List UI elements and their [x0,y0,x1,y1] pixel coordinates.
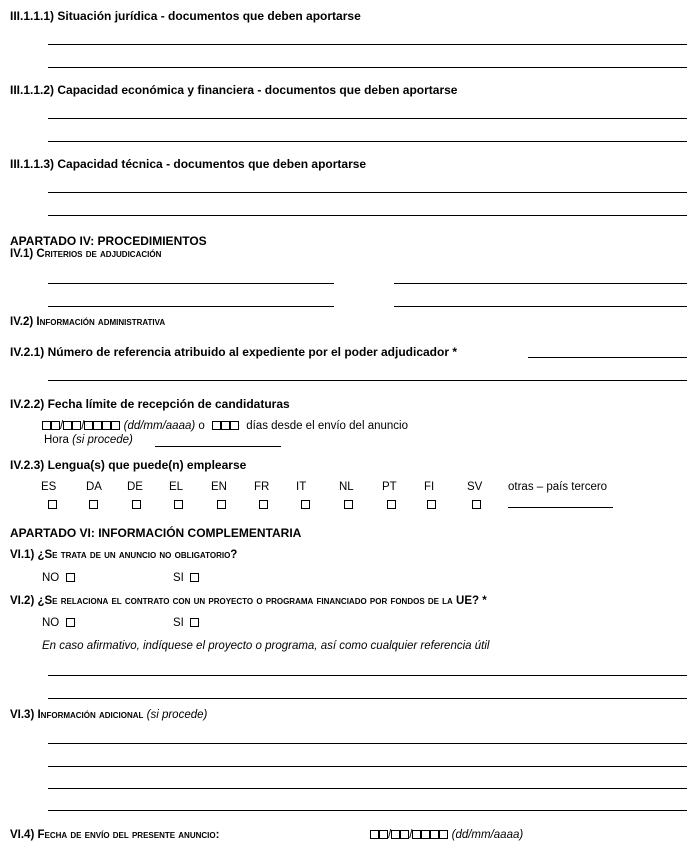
answer-line[interactable] [48,675,687,676]
lang-checkbox[interactable] [132,496,141,514]
lang-checkbox[interactable] [344,496,353,514]
vi1-heading: VI.1) ¿Se trata de un anuncio no obligatorio? [10,549,238,561]
lang-label: NL [339,481,354,493]
lang-checkbox[interactable] [427,496,436,514]
section-heading-iii113: III.1.1.3) Capacidad técnica - documentos que deben aportarse [10,157,367,171]
date-field[interactable]: / / [42,420,120,432]
lang-other-label: otras – país tercero [508,481,608,493]
answer-line[interactable] [48,698,687,699]
lang-checkbox[interactable] [472,496,481,514]
hora-note: (si procede) [72,434,133,446]
days-field[interactable] [212,420,239,432]
iv1-heading: IV.1) Criterios de adjudicación [10,248,162,260]
lang-label: SV [467,481,483,493]
lang-checkbox[interactable] [89,496,98,514]
lang-label: PT [382,481,397,493]
reference-number-field[interactable] [528,357,687,358]
answer-line[interactable] [48,141,687,142]
lang-label: EL [169,481,184,493]
answer-line[interactable] [48,810,687,811]
answer-line[interactable] [48,283,334,284]
vi1-no-option[interactable] [42,572,75,584]
no-label: NO [42,617,60,629]
apartado-iv-heading: APARTADO IV: PROCEDIMIENTOS [10,234,207,248]
no-label: NO [42,572,60,584]
vi1-si-option[interactable] [173,572,199,584]
answer-line[interactable] [48,788,687,789]
lang-checkbox[interactable] [217,496,226,514]
answer-line[interactable] [48,192,687,193]
answer-line[interactable] [48,380,687,381]
hora-label: Hora [44,434,69,446]
hora-field[interactable] [155,446,281,447]
vi3-note: (si procede) [146,709,208,721]
si-checkbox[interactable] [190,618,199,627]
lang-label: DA [86,481,102,493]
iv22-heading: IV.2.2) Fecha límite de recepción de candidaturas [10,397,290,411]
apartado-vi-heading: APARTADO VI: INFORMACIÓN COMPLEMENTARIA [10,526,302,540]
vi3-heading: VI.3) Información adicional [10,709,144,721]
days-label: días desde el envío del anuncio [246,420,408,432]
section-heading-iii111: III.1.1.1) Situación jurídica - documentos que deben aportarse [10,9,361,23]
answer-line[interactable] [48,118,687,119]
lang-checkbox[interactable] [387,496,396,514]
answer-line[interactable] [48,743,687,744]
no-checkbox[interactable] [66,618,75,627]
si-label: SI [173,617,184,629]
lang-checkbox[interactable] [174,496,183,514]
answer-line[interactable] [48,306,334,307]
iv21-heading: IV.2.1) Número de referencia atribuido al expediente por el poder adjudicador * [10,345,458,359]
lang-label: DE [127,481,143,493]
lang-checkbox[interactable] [301,496,310,514]
iv2-heading: IV.2) Información administrativa [10,316,166,328]
lang-other-field[interactable] [508,507,613,508]
vi2-heading: VI.2) ¿Se relaciona el contrato con un proyecto o programa financiado por fondos de la UE? * [10,595,487,607]
lang-checkbox[interactable] [48,496,57,514]
answer-line[interactable] [48,215,687,216]
hora-row [44,434,133,446]
lang-label: IT [296,481,307,493]
lang-label: ES [41,481,57,493]
vi3-heading-row [10,709,207,721]
vi2-note: En caso afirmativo, indíquese el proyecto o programa, así como cualquier referencia útil [42,640,490,652]
date-field[interactable]: / / [370,829,448,841]
answer-line[interactable] [394,306,687,307]
or-label: o [198,420,205,432]
vi2-no-option[interactable] [42,617,75,629]
vi4-date-row [370,829,523,841]
answer-line[interactable] [48,44,687,45]
answer-line[interactable] [394,283,687,284]
si-label: SI [173,572,184,584]
date-format-label: (dd/mm/aaaa) [451,829,524,841]
no-checkbox[interactable] [66,573,75,582]
date-format-label: (dd/mm/aaaa) [123,420,196,432]
section-heading-iii112: III.1.1.2) Capacidad económica y financiera - documentos que deben aportarse [10,83,458,97]
lang-checkbox[interactable] [259,496,268,514]
si-checkbox[interactable] [190,573,199,582]
answer-line[interactable] [48,67,687,68]
vi2-si-option[interactable] [173,617,199,629]
lang-label: FR [254,481,270,493]
deadline-date-row [42,420,408,432]
lang-label: EN [211,481,227,493]
iv23-heading: IV.2.3) Lengua(s) que puede(n) emplearse [10,458,247,472]
vi4-heading: VI.4) Fecha de envío del presente anuncio: [10,829,220,841]
lang-label: FI [424,481,435,493]
answer-line[interactable] [48,766,687,767]
